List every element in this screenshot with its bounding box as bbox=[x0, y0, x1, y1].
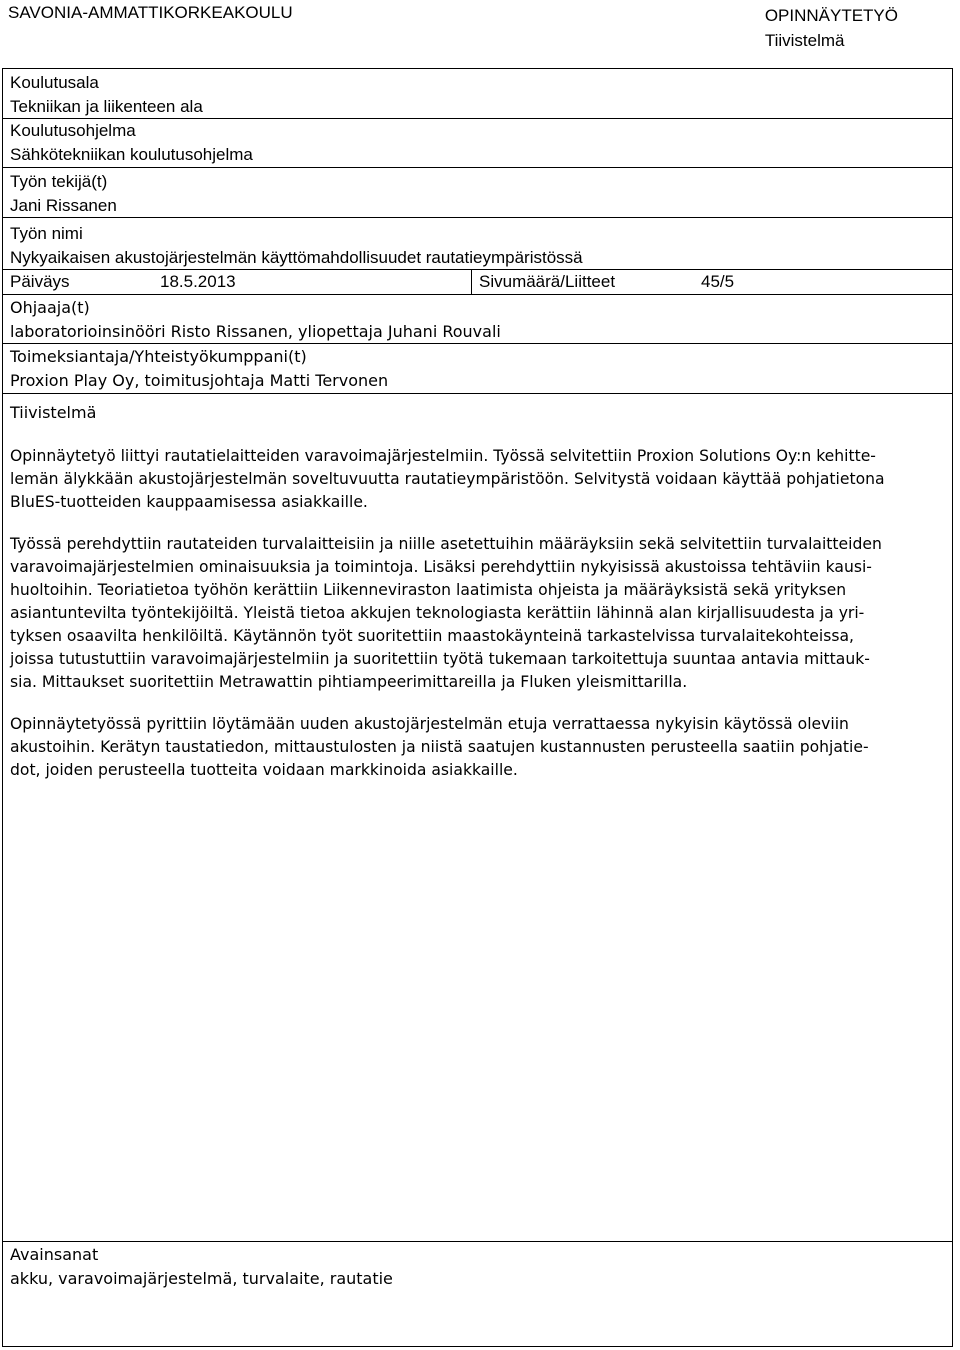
nimi-label: Työn nimi bbox=[10, 224, 83, 243]
document-type-subtitle: Tiivistelmä bbox=[764, 31, 845, 50]
paivays-label: Päiväys bbox=[10, 272, 70, 291]
toimeksiantaja-label: Toimeksiantaja/Yhteistyökumppani(t) bbox=[10, 347, 307, 366]
sivumaara-value: 45/5 bbox=[701, 272, 735, 291]
field-nimi bbox=[3, 218, 952, 270]
ohjaaja-label: Ohjaaja(t) bbox=[10, 298, 90, 317]
abstract-line: tyksen osaavilta henkilöiltä. Käytännön työt suoritettiin maastokäynteinä tarkastelvissa turvalaitekohteissa, bbox=[10, 627, 854, 645]
keywords-value: akku, varavoimajärjestelmä, turvalaite, rautatie bbox=[10, 1269, 393, 1288]
koulutusala-label: Koulutusala bbox=[10, 73, 99, 92]
abstract-line: varavoimajärjestelmien ominaisuuksia ja toimintoja. Lisäksi perehdyttiin nykyisissä akustoissa tehtäviin kausi- bbox=[10, 558, 872, 576]
abstract-line: huoltoihin. Teoriatietoa työhön kerättiin Liikenneviraston laatimista ohjeista ja määräyksistä sekä yrityksen bbox=[10, 581, 847, 599]
keywords-divider bbox=[3, 1241, 952, 1242]
koulutusohjelma-label: Koulutusohjelma bbox=[10, 121, 136, 140]
abstract-heading: Tiivistelmä bbox=[10, 403, 97, 422]
tekija-value: Jani Rissanen bbox=[10, 196, 117, 215]
field-date-pages bbox=[3, 270, 952, 295]
keywords-label: Avainsanat bbox=[10, 1245, 99, 1264]
keywords-section bbox=[10, 1243, 393, 1291]
abstract-line: joissa tutustuttiin varavoimajärjestelmiin ja suoritettiin työtä tukemaan tarkoitettuja suuntaa antavia mittauk- bbox=[10, 650, 870, 668]
toimeksiantaja-value: Proxion Play Oy, toimitusjohtaja Matti Tervonen bbox=[10, 371, 389, 390]
paivays-value: 18.5.2013 bbox=[160, 272, 236, 291]
abstract-body bbox=[10, 445, 937, 801]
abstract-paragraph-2 bbox=[10, 533, 937, 694]
abstract-line: akustoihin. Kerätyn taustatiedon, mittaustulosten ja niistä saatujen kustannusten perusteella saatiin pohjatie- bbox=[10, 738, 869, 756]
document-type-title: OPINNÄYTETYÖ bbox=[764, 6, 898, 25]
koulutusala-value: Tekniikan ja liikenteen ala bbox=[10, 97, 203, 116]
institution-name: SAVONIA-AMMATTIKORKEAKOULU bbox=[8, 3, 293, 22]
tekija-label: Työn tekijä(t) bbox=[10, 172, 108, 191]
abstract-line: asiantuntevilta työntekijöiltä. Yleistä tietoa akkujen teknologiasta kerättiin lähinnä alan kirjallisuudesta ja yri- bbox=[10, 604, 865, 622]
abstract-line: dot, joiden perusteella tuotteita voidaan markkinoida asiakkaille. bbox=[10, 761, 518, 779]
abstract-line: BluES-tuotteiden kauppaamisessa asiakkaille. bbox=[10, 493, 368, 511]
koulutusohjelma-value: Sähkötekniikan koulutusohjelma bbox=[10, 145, 253, 164]
field-koulutusala bbox=[3, 71, 952, 119]
sivumaara-label: Sivumäärä/Liitteet bbox=[479, 272, 616, 291]
document-type bbox=[765, 3, 898, 53]
field-tekija bbox=[3, 168, 952, 218]
ohjaaja-value: laboratorioinsinööri Risto Rissanen, yliopettaja Juhani Rouvali bbox=[10, 322, 501, 341]
abstract-line: Opinnäytetyö liittyi rautatielaitteiden varavoimajärjestelmiin. Työssä selvitettiin Proxion Solutions Oy:n kehitte- bbox=[10, 447, 876, 465]
abstract-line: lemän älykkään akustojärjestelmän soveltuvuutta rautatieympäristöön. Selvitystä voidaan käyttää pohjatietona bbox=[10, 470, 885, 488]
column-divider bbox=[471, 270, 472, 295]
abstract-line: Työssä perehdyttiin rautateiden turvalaitteisiin ja niille asetettuihin määräyksiin sekä selvitettiin turvalaitteiden bbox=[10, 535, 882, 553]
field-toimeksiantaja bbox=[3, 344, 952, 394]
abstract-paragraph-3 bbox=[10, 713, 937, 782]
abstract-line: Opinnäytetyössä pyrittiin löytämään uuden akustojärjestelmän etuja verrattaessa nykyisin käytössä oleviin bbox=[10, 715, 849, 733]
nimi-value: Nykyaikaisen akustojärjestelmän käyttömahdollisuudet rautatieympäristössä bbox=[10, 248, 583, 267]
field-koulutusohjelma bbox=[3, 119, 952, 168]
abstract-paragraph-1 bbox=[10, 445, 937, 514]
abstract-line: sia. Mittaukset suoritettiin Metrawattin pihtiampeerimittareilla ja Fluken yleismittarilla. bbox=[10, 673, 688, 691]
field-ohjaaja bbox=[3, 295, 952, 344]
abstract-form bbox=[2, 68, 953, 1347]
